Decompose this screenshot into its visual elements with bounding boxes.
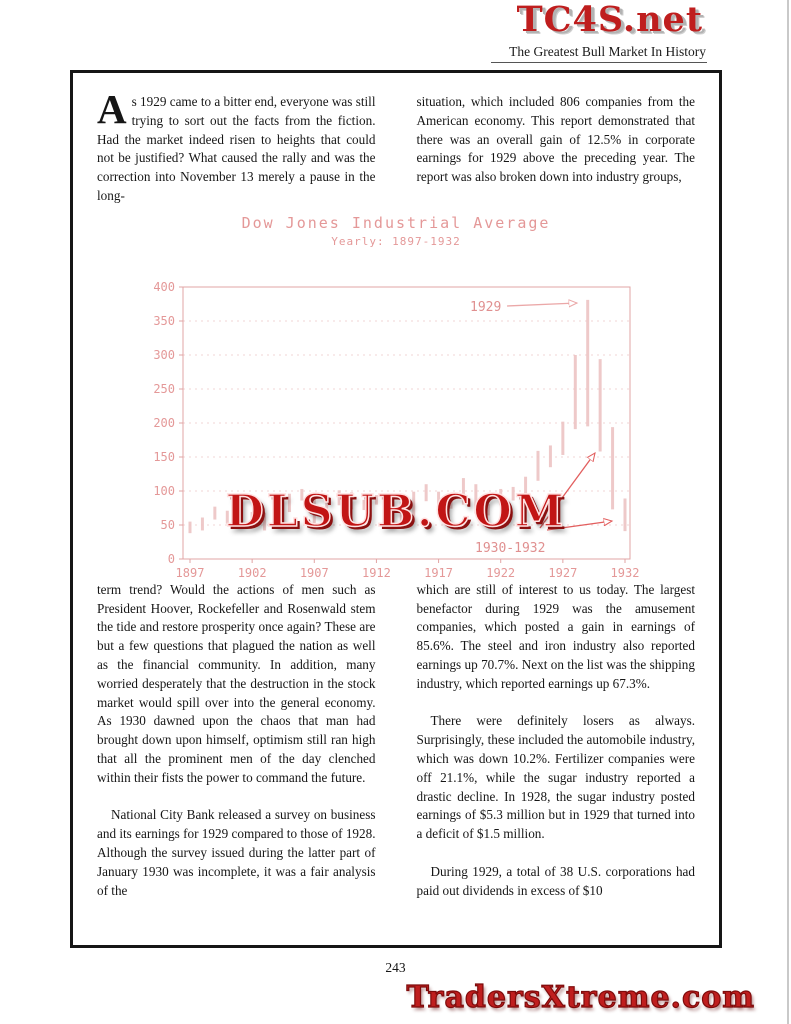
body-columns: [73, 581, 719, 901]
header-rule: [491, 62, 707, 63]
svg-text:1922: 1922: [486, 565, 516, 580]
svg-text:300: 300: [153, 347, 175, 362]
chart-subtitle: Yearly: 1897-1932: [331, 234, 461, 248]
svg-text:1927: 1927: [548, 565, 578, 580]
djia-chart: [73, 214, 719, 581]
arrow-to-1929-peak-icon: [507, 303, 577, 306]
body-left-column: [97, 581, 376, 901]
svg-text:1897: 1897: [175, 565, 205, 580]
page-number: 243: [385, 960, 406, 975]
svg-text:1912: 1912: [361, 565, 391, 580]
svg-text:150: 150: [153, 449, 175, 464]
paragraph-intro-right: situation, which included 806 companies from the American economy. This report demonstrated that there was an overall gain of 12.5% in corporate earnings for 1929 above the preceding year. The report was also broken down into industry groups,: [416, 94, 695, 185]
svg-text:1907: 1907: [299, 565, 329, 580]
paragraph-benefactors: which are still of interest to us today. The largest benefactor during 1929 was the amusement companies, which posted a gain in earnings of 85.6%. The steel and iron industry also reported earnings up 70.7%. Next on the list was the shipping industry, which reported earnings up 67.3%.: [416, 581, 695, 691]
dlsub-watermark: DLSUB.COM: [225, 485, 567, 537]
drop-cap: A: [97, 86, 127, 132]
paragraph-dividends: During 1929, a total of 38 U.S. corporations had paid out dividends in excess of $10: [416, 863, 695, 898]
chart-title: Dow Jones Industrial Average: [241, 213, 551, 232]
svg-text:250: 250: [153, 381, 175, 396]
svg-text:400: 400: [153, 279, 175, 294]
book-title: The Greatest Bull Market In History: [509, 44, 706, 59]
svg-text:1902: 1902: [237, 565, 267, 580]
paragraph-term-trend: term trend? Would the actions of men such as President Hoover, Rockefeller and Rosenwald stem the tide and restore prosperity once again? These are but a few questions that plagued the nation as well as the financial community. In addition, many worried desperately that the destruction in the stock market would spill over into the general economy. As 1930 dawned upon the chaos that man had brought down upon himself, optimism still ran high that all the prominent men of the day clenched within their fists the power to command the future.: [97, 581, 376, 785]
annotation-1930-1932-label: 1930-1932: [475, 540, 546, 556]
tc4s-logo[interactable]: TC4S.net: [516, 0, 703, 40]
annotation-1929: [470, 300, 577, 315]
paragraph-national-city-bank: National City Bank released a survey on business and its earnings for 1929 compared to those of 1928. Although the survey issued during the latter part of January 1930 was incomplete, it was a fair analysis of the: [97, 807, 376, 898]
svg-text:1932: 1932: [610, 565, 640, 580]
paragraph-losers: There were definitely losers as always. Surprisingly, these included the automobile industry, which was down 10.2%. Fertilizer companies were off 21.1%, while the sugar industry reported a drastic decline. In 1928, the sugar industry posted earnings of $5.3 million but in 1929 that turned into a deficit of $1.5 million.: [416, 713, 695, 842]
svg-text:1917: 1917: [424, 565, 454, 580]
intro-columns: [73, 86, 719, 206]
annotation-1929-label: 1929: [470, 299, 502, 315]
scan-edge-artifact: [787, 0, 789, 1024]
body-right-column: [417, 581, 696, 901]
paragraph-intro-left: [97, 86, 376, 206]
svg-text:100: 100: [153, 483, 175, 498]
intro-left-text: s 1929 came to a bitter end, everyone was still trying to sort out the facts from the fiction. Had the market indeed risen to heights that could not be justified? What caused the rally and was the correction into November 13 merely a pause in the long-: [97, 94, 376, 203]
tradersxtreme-logo[interactable]: TradersXtreme.com: [406, 980, 755, 1015]
page-frame: [70, 70, 722, 948]
svg-text:200: 200: [153, 415, 175, 430]
svg-text:0: 0: [167, 551, 175, 566]
svg-text:50: 50: [160, 517, 175, 532]
svg-text:350: 350: [153, 313, 175, 328]
